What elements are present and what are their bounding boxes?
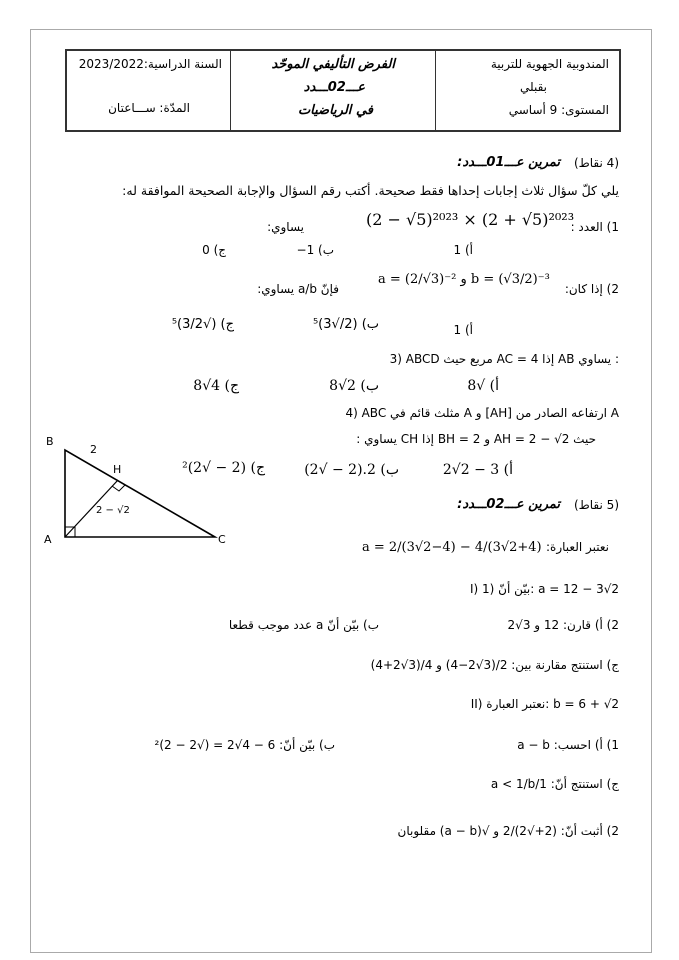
duration: المدّة: ســـاعتان (108, 101, 190, 115)
org-region: بقبلي (519, 80, 547, 94)
exam-subject: في الرياضيات (297, 103, 373, 118)
ex2-intro: نعتبر العبارة: (546, 540, 609, 554)
label-h: H (113, 463, 122, 476)
triangle-figure (40, 435, 240, 555)
ex1-intro: يلي كلّ سؤال ثلاث إجابات إحداها فقط صحيحة. أكتب رقم السؤال والإجابة الصحيحة الموافقة له: (122, 183, 619, 198)
q1-tail: يساوي: (267, 220, 304, 234)
header-right-cell (435, 51, 619, 130)
q4-choice-b: ب) 2.(2 − √2) (304, 462, 399, 478)
q2-choice-b: ب) (2/√3)⁵ (312, 317, 379, 332)
level: المستوى: 9 أساسي (508, 103, 609, 117)
right-angle-h (112, 485, 125, 491)
ex2-II-intro: II) نعتبر العبارة: b = 6 + √2 (470, 697, 619, 711)
q4-text2: حيث AH = 2 − √2 و BH = 2 إذا CH يساوي : (356, 432, 596, 446)
ex2-I2a: 2) أ) قارن: 12 و 3√2 (507, 618, 619, 632)
header-table (65, 49, 621, 132)
ex1-points: (4 نقاط) (574, 156, 619, 170)
q4-choice-c: ج) (2 − √2)² (182, 460, 265, 476)
q4-choice-a: أ) 3 − 2√2 (442, 462, 513, 478)
ex2-I2b: ب) بيّن أنّ a عدد موجب قطعا (228, 618, 379, 632)
q4-text1: 4) ABC مثلث قائم في A و [AH] ارتفاعه الصادر من A (345, 406, 619, 420)
label-b: B (46, 435, 54, 448)
q2-expr: a = (2/√3)⁻² و b = (√3/2)⁻³ (378, 272, 550, 287)
q2-choice-a: أ) 1 (453, 323, 473, 337)
exam-title: الفرض التأليفي الموحّد (271, 57, 395, 72)
school-year: السنة الدراسية:2023/2022 (78, 57, 222, 71)
a-expression: a = 2/(3√2−4) − 4/(3√2+4) (362, 540, 542, 555)
q3-text: 3) ABCD مربع حيث AC = 4 إذا AB يساوي : (389, 352, 619, 366)
q3-choice-a: أ) √8 (467, 378, 499, 394)
q2-choice-c: ج) (√3/2)⁵ (171, 317, 234, 332)
ex2-I2c: ج) استنتج مقارنة بين: 2/(3√2−4) و 4/(3√2+4) (370, 658, 619, 672)
q1-label: 1) العدد : (570, 220, 619, 234)
ex2-points: (5 نقاط) (574, 498, 619, 512)
exam-number: عـــ02ـــدد (303, 80, 365, 95)
org-name: المندوبية الجهوية للتربية (490, 57, 609, 71)
label-c: C (218, 533, 226, 546)
ex2-I1: I) 1) بيّن أنّ: a = 12 − 3√2 (470, 582, 619, 596)
q3-choice-c: ج) 4√8 (193, 378, 239, 394)
label-a: A (44, 533, 52, 546)
ex2-II1c: ج) استنتج أنّ: 1/a < 1/b (490, 777, 619, 791)
ex2-title: تمرين عـــ02ـــدد: (457, 497, 560, 512)
ex2-II2: 2) أثبت أنّ: (2+√2)/2 و √(a − b) مقلوبان (397, 824, 619, 838)
ex2-II1b: ب) بيّن أنّ: 6 − 4√2 = (√2 − 2)² (154, 738, 335, 752)
ex1-title: تمرين عـــ01ـــدد: (457, 155, 560, 170)
header-mid-cell (230, 51, 435, 130)
q2-tail: فإنّ a/b يساوي: (257, 282, 339, 296)
q1-expr: (2 − √5)²⁰²³ × (2 + √5)²⁰²³ (366, 210, 575, 229)
label-bh: 2 (90, 443, 97, 456)
q1-choice-a: أ) 1 (453, 243, 473, 257)
q2-label: 2) إذا كان: (564, 282, 619, 296)
ex2-II1a: 1) أ) احسب: a − b (517, 738, 619, 752)
label-ah: 2 − √2 (96, 505, 130, 516)
triangle-abc (65, 450, 215, 537)
q3-choice-b: ب) 2√8 (329, 378, 379, 394)
q1-choice-b: ب) 1− (296, 243, 334, 257)
q1-choice-c: ج) 0 (202, 243, 226, 257)
header-left-cell (67, 51, 230, 130)
